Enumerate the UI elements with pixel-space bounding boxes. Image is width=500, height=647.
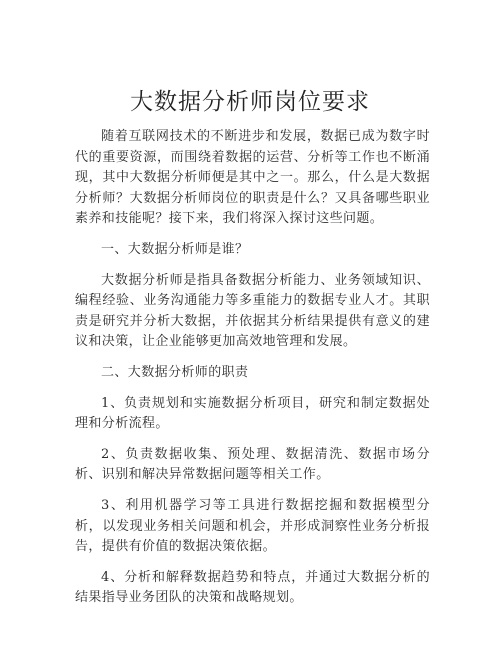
document-title: 大数据分析师岗位要求 [130, 89, 370, 115]
section-heading-2: 二、大数据分析师的职责 [101, 364, 249, 380]
duty-item-4: 4、分析和解释数据趋势和特点，并通过大数据分析的结果指导业务团队的决策和战略规划。 [75, 569, 430, 606]
intro-paragraph: 随着互联网技术的不断进步和发展，数据已成为数字时代的重要资源，而围绕着数据的运营、分析等工作也不断涌现，其中大数据分析师便是其中之一。那么，什么是大数据分析师？大数据分析师岗位的职责是什么？又具备哪些职业素养和技能呢？接下来，我们将深入探讨这些问题。 [75, 129, 430, 227]
document-body [75, 127, 430, 619]
duty-item-1: 1、负责规划和实施数据分析项目，研究和制定数据处理和分析流程。 [75, 395, 430, 432]
section-1-paragraph: 大数据分析师是指具备数据分析能力、业务领域知识、编程经验、业务沟通能力等多重能力的数据专业人才。其职责是研究并分析大数据，并依据其分析结果提供有意义的建议和决策，让企业能够更加高效地管理和发展。 [75, 272, 430, 350]
duty-item-2: 2、负责数据收集、预处理、数据清洗、数据市场分析、识别和解决异常数据问题等相关工作。 [75, 446, 430, 483]
duty-item-3: 3、利用机器学习等工具进行数据挖掘和数据模型分析，以发现业务相关问题和机会，并形成洞察性业务分析报告，提供有价值的数据决策依据。 [75, 497, 430, 555]
section-heading-1: 一、大数据分析师是谁？ [101, 241, 249, 257]
